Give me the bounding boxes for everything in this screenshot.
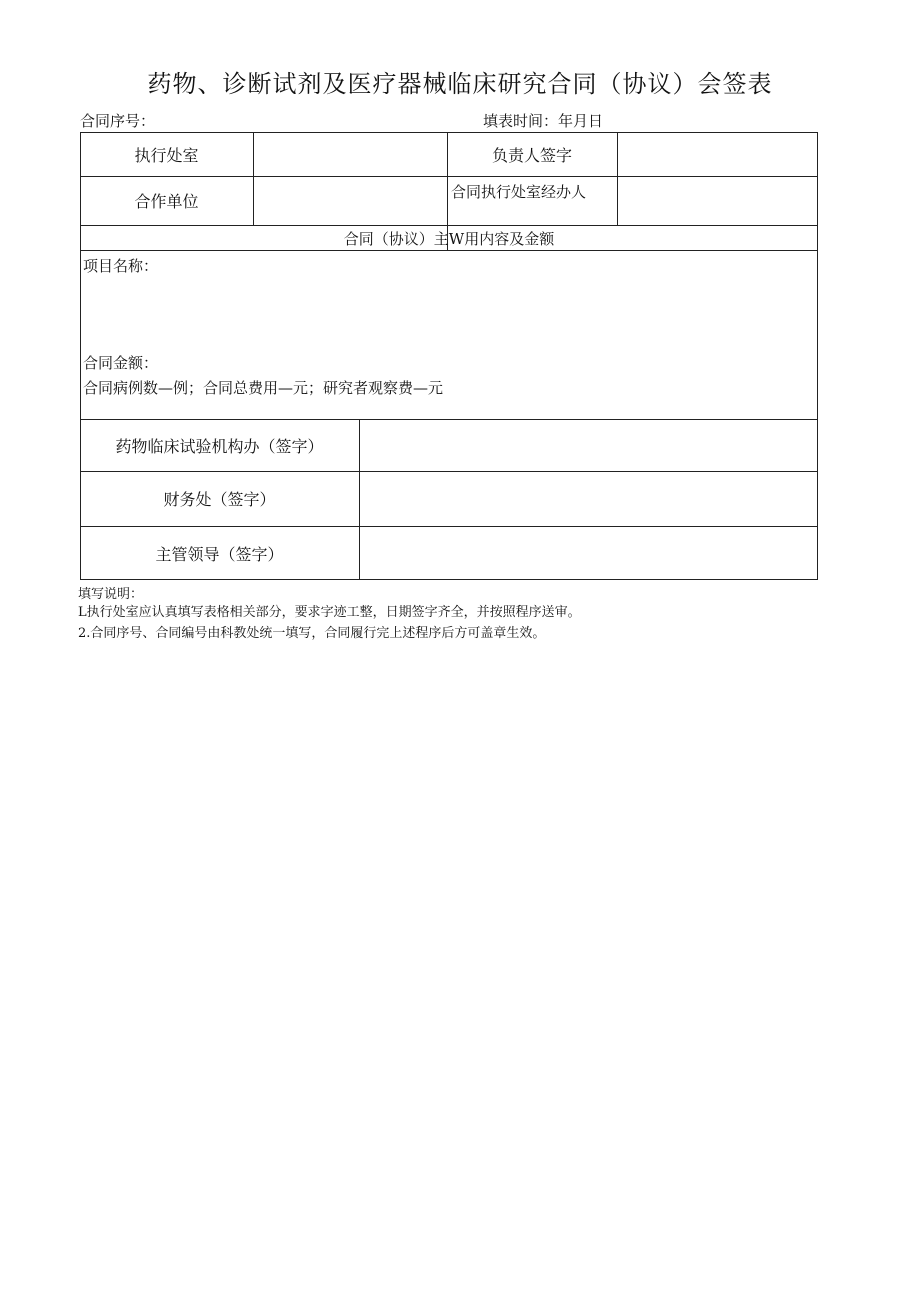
- drug-trial-sign-field[interactable]: [360, 420, 816, 470]
- handler-label: 合同执行处室经办人: [451, 183, 587, 201]
- leader-sign-label: 负责人签字: [491, 145, 572, 165]
- handler-field[interactable]: [618, 177, 816, 224]
- leader-approval-field[interactable]: [360, 527, 816, 579]
- note-item-1: L执行处室应认真填写表格相关部分，要求字迹工整，日期签字齐全，并按照程序送审。: [78, 605, 581, 620]
- finance-sign-field[interactable]: [360, 472, 816, 525]
- contract-no-label: 合同序号：: [80, 112, 156, 130]
- leader-sign-field[interactable]: [618, 133, 816, 175]
- notes-heading: 填写说明：: [78, 587, 144, 602]
- note-item-2: 2.合同序号、合同编号由科教处统一填写，合同履行完上述程序后方可盖章生效。: [78, 626, 546, 641]
- exec-dept-label: 执行处室: [134, 145, 199, 165]
- fill-date-label: 填表时间：年月日: [483, 112, 604, 130]
- form-title: 药物、诊断试剂及医疗器械临床研究合同（协议）会签表: [147, 70, 773, 98]
- partner-label: 合作单位: [134, 192, 199, 211]
- section-header: 合同（协议）主W用内容及金额: [343, 229, 555, 248]
- project-name-label: 项目名称：: [83, 257, 159, 275]
- finance-sign-label: 财务处（签字）: [163, 490, 276, 509]
- leader-approval-label: 主管领导（签字）: [155, 544, 284, 564]
- amount-label: 合同金额：: [83, 354, 159, 372]
- exec-dept-field[interactable]: [254, 133, 446, 175]
- amount-detail: 合同病例数—例；合同总费用—元；研究者观察费—元: [83, 379, 444, 397]
- drug-trial-sign-label: 药物临床试验机构办（签字）: [115, 436, 324, 456]
- row-divider: [80, 250, 818, 251]
- partner-field[interactable]: [254, 177, 446, 224]
